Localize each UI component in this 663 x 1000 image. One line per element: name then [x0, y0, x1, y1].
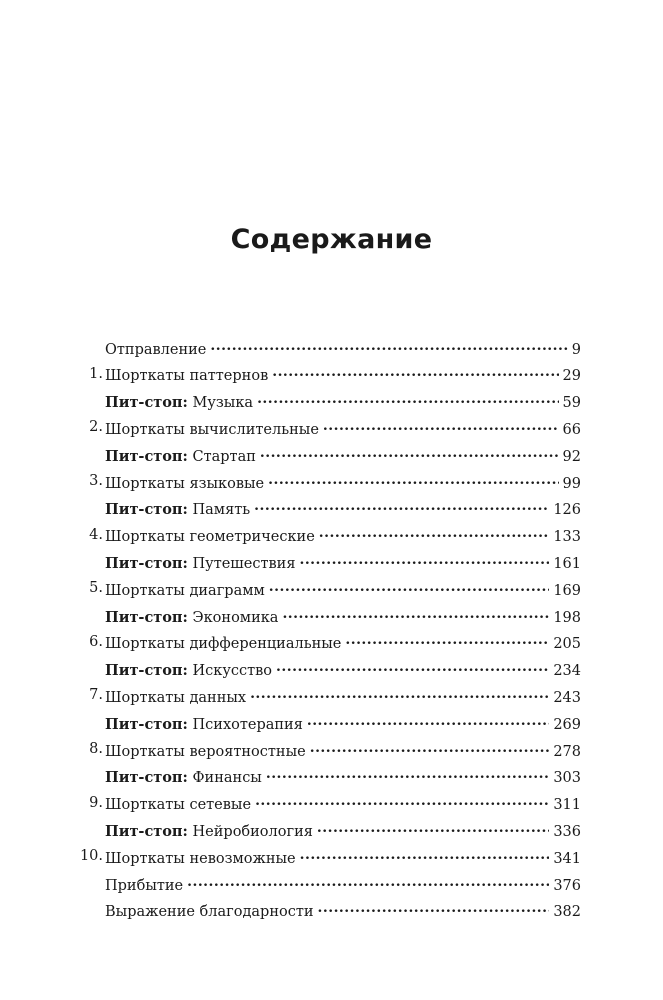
toc-entry[interactable]	[0, 684, 663, 710]
toc-entry-page: 311	[553, 797, 581, 814]
toc-entry-label: Отправление	[105, 341, 207, 358]
toc-entry[interactable]	[0, 711, 663, 737]
toc-entry-page: 205	[553, 636, 581, 653]
toc-entry-label: Выражение благодарности	[105, 904, 314, 921]
toc-entry-page: 382	[553, 904, 581, 921]
toc-entry-page: 59	[562, 395, 581, 412]
toc-entry[interactable]	[0, 550, 663, 576]
toc-entry-number: 9.	[89, 794, 103, 811]
dot-leader	[318, 902, 550, 917]
toc-entry[interactable]	[0, 336, 663, 362]
dot-leader	[255, 795, 549, 810]
toc-entry[interactable]	[0, 497, 663, 523]
toc-entry-page: 169	[553, 582, 581, 599]
dot-leader	[300, 848, 550, 863]
dot-leader	[272, 366, 558, 381]
toc-entry-prefix: Пит-стоп:	[105, 394, 188, 412]
toc-entry-label: Шорткаты вычислительные	[105, 421, 319, 438]
toc-entry[interactable]	[0, 658, 663, 684]
toc-entry[interactable]	[0, 792, 663, 818]
toc-entry-number: 6.	[89, 633, 103, 650]
toc-entry-page: 66	[562, 421, 581, 438]
page-title: Содержание	[230, 224, 433, 255]
toc-entry-page: 161	[553, 555, 581, 572]
dot-leader	[187, 875, 549, 890]
toc-entry[interactable]	[0, 577, 663, 603]
toc-entry-label: Нейробиология	[192, 823, 313, 840]
toc-entry[interactable]	[0, 604, 663, 630]
toc-entry[interactable]	[0, 363, 663, 389]
toc-entry-page: 9	[571, 341, 581, 358]
toc-entry[interactable]	[0, 818, 663, 844]
toc-entry-prefix: Пит-стоп:	[105, 769, 188, 787]
toc-entry[interactable]	[0, 872, 663, 898]
toc-entry-label: Финансы	[192, 770, 262, 787]
toc-entry[interactable]	[0, 765, 663, 791]
dot-leader	[345, 634, 549, 649]
toc-entry-label: Шорткаты вероятностные	[105, 743, 306, 760]
toc-entry-page: 336	[553, 823, 581, 840]
dot-leader	[307, 714, 549, 729]
toc-entry-number: 5.	[89, 580, 103, 597]
toc-entry-number: 7.	[89, 687, 103, 704]
toc-entry-number: 3.	[89, 473, 103, 489]
toc-entry-label: Экономика	[192, 609, 279, 626]
toc-entry-label: Шорткаты дифференциальные	[105, 636, 342, 653]
toc-entry[interactable]	[0, 443, 663, 469]
toc-entry-page: 269	[553, 716, 581, 733]
toc-entry-label: Шорткаты языковые	[105, 475, 265, 492]
toc-entry-prefix: Пит-стоп:	[105, 501, 188, 519]
toc-entry[interactable]	[0, 899, 663, 925]
toc-entry[interactable]	[0, 845, 663, 871]
toc-entry-label: Шорткаты данных	[105, 689, 247, 706]
toc-entry-prefix: Пит-стоп:	[105, 822, 188, 840]
toc-entry-page: 126	[553, 502, 581, 519]
toc-entry-number: 10.	[79, 848, 103, 865]
dot-leader	[323, 419, 559, 434]
toc-entry-prefix: Пит-стоп:	[105, 662, 188, 680]
toc-entry-number: 1.	[89, 365, 103, 382]
dot-leader	[257, 393, 558, 408]
toc-entry[interactable]	[0, 470, 663, 496]
toc-entry-label: Музыка	[192, 395, 254, 412]
toc-entry-prefix: Пит-стоп:	[105, 608, 188, 626]
toc-entry-prefix: Пит-стоп:	[105, 447, 188, 465]
toc-entry-page: 303	[553, 770, 581, 787]
toc-entry-number: 8.	[89, 741, 103, 757]
toc-entry-label: Шорткаты диаграмм	[105, 582, 265, 599]
dot-leader	[299, 553, 549, 568]
toc-entry-page: 243	[553, 689, 581, 706]
dot-leader	[317, 821, 549, 836]
toc-entry-page: 133	[553, 529, 581, 546]
dot-leader	[254, 500, 549, 515]
toc-entry-label: Искусство	[192, 663, 273, 680]
toc-entry-label: Шорткаты сетевые	[105, 797, 252, 814]
toc-entry-page: 92	[562, 448, 581, 465]
toc-entry-label: Стартап	[192, 448, 256, 465]
dot-leader	[282, 607, 549, 622]
toc-entry-label: Прибытие	[105, 877, 184, 894]
toc-entry-page: 376	[553, 877, 581, 894]
toc-entry-page: 198	[553, 609, 581, 626]
dot-leader	[266, 768, 549, 783]
toc-entry-prefix: Пит-стоп:	[105, 715, 188, 733]
dot-leader	[260, 446, 559, 461]
toc-entry-label: Память	[192, 502, 251, 519]
toc-entry-label: Шорткаты паттернов	[105, 368, 269, 385]
toc-entry-label: Путешествия	[192, 555, 296, 572]
toc-entry-page: 234	[553, 663, 581, 680]
toc-entry-prefix: Пит-стоп:	[105, 554, 188, 572]
toc-entry[interactable]	[0, 631, 663, 657]
toc-entry[interactable]	[0, 390, 663, 416]
dot-leader	[250, 687, 549, 702]
toc-entry-number: 2.	[89, 419, 103, 436]
toc-entry-page: 341	[553, 850, 581, 867]
toc-entry-page: 278	[553, 743, 581, 760]
dot-leader	[276, 661, 549, 676]
dot-leader	[310, 741, 550, 756]
toc-entry-page: 99	[562, 475, 581, 492]
toc-entry[interactable]	[0, 416, 663, 442]
toc-entry-number: 4.	[89, 526, 103, 543]
toc-entry-label: Шорткаты геометрические	[105, 529, 315, 546]
toc-entry[interactable]	[0, 738, 663, 764]
dot-leader	[269, 580, 550, 595]
dot-leader	[319, 527, 550, 542]
toc-entry-label: Психотерапия	[192, 716, 303, 733]
dot-leader	[210, 339, 567, 354]
toc-entry[interactable]	[0, 524, 663, 550]
toc-entry-page: 29	[562, 368, 581, 385]
dot-leader	[268, 473, 558, 488]
toc-entry-label: Шорткаты невозможные	[105, 850, 296, 867]
